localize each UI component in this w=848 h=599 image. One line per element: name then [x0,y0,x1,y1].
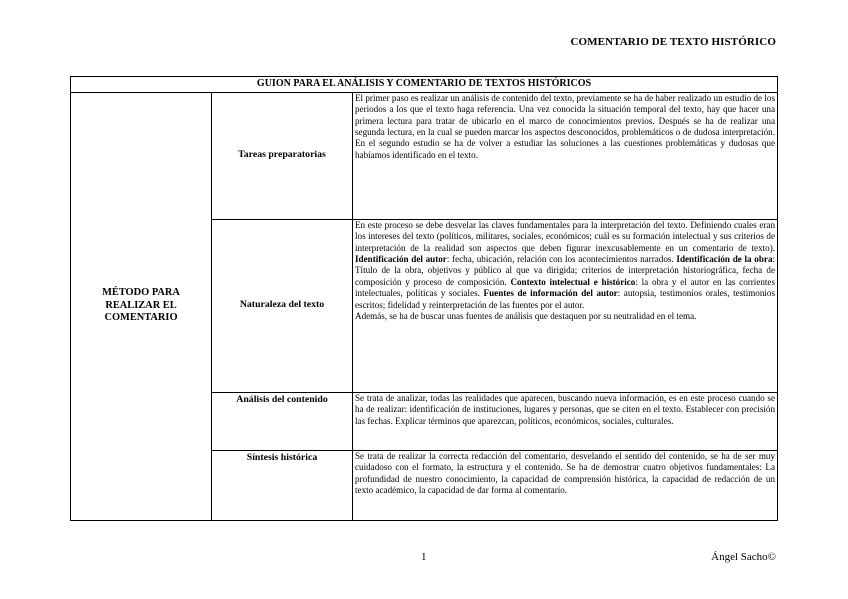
page-number: 1 [421,551,427,563]
task-label-synthesis: Síntesis histórica [212,450,353,520]
author-identification-text: : fecha, ubicación, relación con los acontecimientos narrados. [446,253,674,264]
author-identification-label: Identificación del autor [355,253,447,264]
task-label-nature: Naturaleza del texto [212,219,353,392]
table-title-row [71,77,778,93]
table-row [71,92,778,219]
work-identification-label: Identificación de la obra [676,253,773,264]
guide-table [70,76,778,521]
sources-text: : autopsia, testimonios orales, testimonios escritos; fidelidad y reinterpretación de las fuentes por el autor. [355,288,776,310]
document-header-title: COMENTARIO DE TEXTO HISTÓRICO [570,36,776,48]
task-description-preparatory: El primer paso es realizar un análisis de contenido del texto, previamente se ha de haber realizado un estudio de los periodos a los que el texto haga referencia. Una vez conocida la situación temporal del texto, hay que hacer una primera lectura para tratar de ubicarlo en el marco de conocimientos previos. Después se ha de realizar una segunda lectura, en la cual se pueden marcar los aspectos desconocidos, problemáticos o de dudosa interpretación. En el segundo estudio se ha de volver a estudiar las soluciones a las cuestiones problemáticas y dudosas que habíamos identificado en el texto. [353,92,778,219]
task-label-preparatory: Tareas preparatorias [212,92,353,219]
sources-label: Fuentes de información del autor [483,288,618,299]
work-identification-text: : Título de la obra, objetivos y público al que va dirigida; criterios de interpretación historiográfica, fecha de composición y proceso de composición. [355,253,776,287]
nature-intro: En este proceso se debe desvelar las claves fundamentales para la interpretación del texto. Definiendo cuales eran los intereses del texto (políticos, militares, sociales, económicos; cuál es su formación intelectual y sus criterios de interpretación de la realidad son aspectos que deben figurar inexcusablemente en un comentario de texto). [355,219,776,253]
task-description-analysis: Se trata de analizar, todas las realidades que aparecen, buscando nueva información, es en este proceso cuando se ha de realizar: identificación de instituciones, lugares y personas, que se citen en el texto. Establecer con precisión las fechas. Explicar términos que aparezcan, políticos, económicos, sociales, culturales. [353,392,778,450]
nature-closing: Además, se ha de buscar unas fuentes de análisis que destaquen por su neutralidad en el tema. [355,311,697,322]
method-label: MÉTODO PARA REALIZAR EL COMENTARIO [71,92,212,520]
context-text: : la obra y el autor en las corrientes intelectuales, políticas y sociales. [355,276,776,299]
task-description-synthesis: Se trata de realizar la correcta redacción del comentario, desvelando el sentido del contenido, se ha de ser muy cuidadoso con el formato, la estructura y el contenido. Se ha de demostrar cuatro objetivos fundamentales: La profundidad de nuestro conocimiento, la capacidad de comprensión histórica, la capacidad de redacción de un texto académico, la capacidad de dar forma al comentario. [353,450,778,520]
footer-author: Ángel Sacho© [711,551,776,563]
context-label: Contexto intelectual e histórico [510,276,636,287]
task-description-nature [353,219,778,392]
table-title: GUION PARA EL ANÁLISIS Y COMENTARIO DE TEXTOS HISTÓRICOS [71,77,778,93]
task-label-analysis: Análisis del contenido [212,392,353,450]
